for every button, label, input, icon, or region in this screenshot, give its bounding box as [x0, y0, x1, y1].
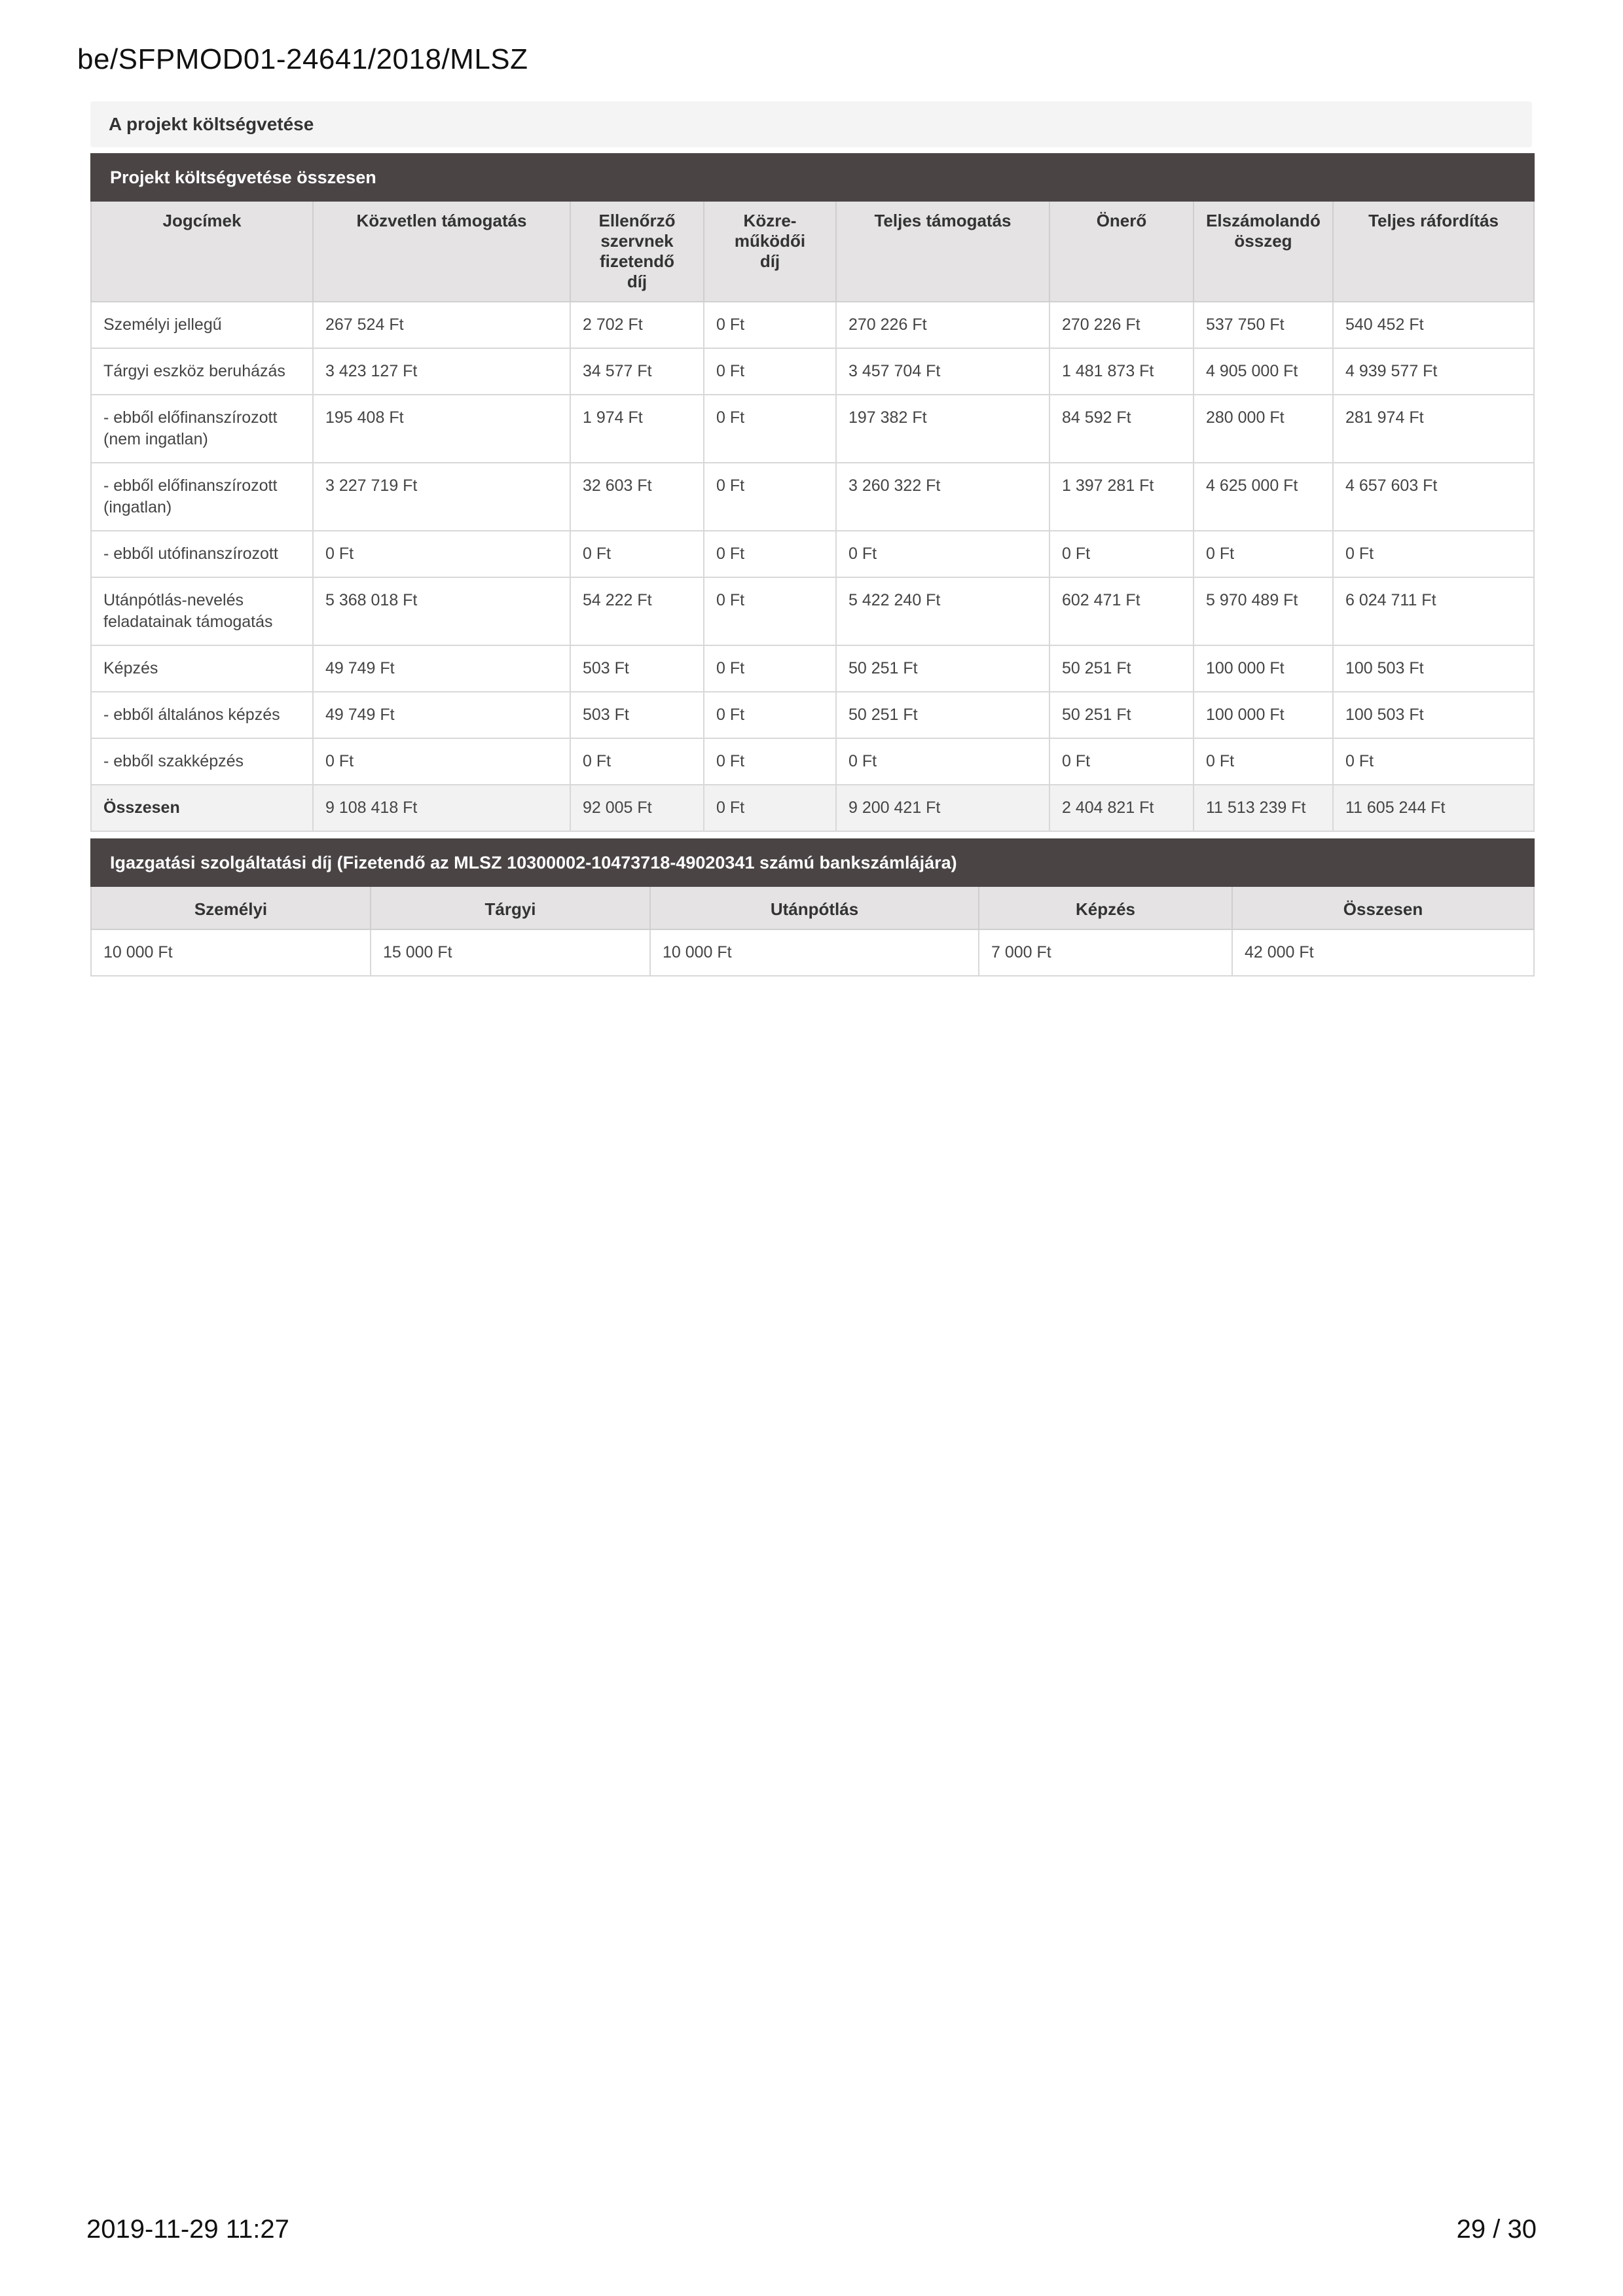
table-cell: 1 397 281 Ft [1049, 463, 1194, 531]
column-header: Tárgyi [371, 886, 650, 929]
row-label: Utánpótlás-nevelés feladatainak támogatás [91, 577, 313, 645]
row-label: - ebből utófinanszírozott [91, 531, 313, 577]
table-cell: 1 481 873 Ft [1049, 348, 1194, 395]
table-row [91, 738, 1534, 785]
table-cell: 537 750 Ft [1194, 302, 1333, 348]
table-row [91, 929, 1534, 976]
table-cell: 270 226 Ft [836, 302, 1049, 348]
table-cell: 49 749 Ft [313, 692, 570, 738]
table-cell: 0 Ft [1049, 531, 1194, 577]
table-cell: 0 Ft [704, 645, 836, 692]
table-cell: 11 605 244 Ft [1333, 785, 1534, 831]
table-cell: 503 Ft [570, 645, 704, 692]
table-cell: 54 222 Ft [570, 577, 704, 645]
column-header: Közre- működői díj [704, 201, 836, 302]
table-cell: 602 471 Ft [1049, 577, 1194, 645]
table-cell: 0 Ft [1333, 738, 1534, 785]
table-cell: 50 251 Ft [836, 645, 1049, 692]
row-label: Személyi jellegű [91, 302, 313, 348]
fee-table-title: Igazgatási szolgáltatási díj (Fizetendő az MLSZ 10300002-10473718-49020341 számú bankszámlájára) [91, 839, 1534, 886]
table-cell: 0 Ft [1194, 738, 1333, 785]
table-cell: 4 939 577 Ft [1333, 348, 1534, 395]
table-cell: 10 000 Ft [91, 929, 371, 976]
column-header: Ellenőrző szervnek fizetendő díj [570, 201, 704, 302]
table-cell: 49 749 Ft [313, 645, 570, 692]
table-cell: 7 000 Ft [979, 929, 1232, 976]
table-cell: 0 Ft [704, 738, 836, 785]
table-cell: 3 260 322 Ft [836, 463, 1049, 531]
footer-datetime: 2019-11-29 11:27 [86, 2215, 289, 2244]
table-row [91, 463, 1534, 531]
table-cell: 540 452 Ft [1333, 302, 1534, 348]
table-cell: 195 408 Ft [313, 395, 570, 463]
table-cell: 100 000 Ft [1194, 692, 1333, 738]
row-label: - ebből előfinanszírozott (nem ingatlan) [91, 395, 313, 463]
table-cell: 267 524 Ft [313, 302, 570, 348]
table-cell: 84 592 Ft [1049, 395, 1194, 463]
table-cell: 9 200 421 Ft [836, 785, 1049, 831]
column-header: Közvetlen támogatás [313, 201, 570, 302]
table-cell: 0 Ft [570, 738, 704, 785]
column-header: Teljes ráfordítás [1333, 201, 1534, 302]
table-cell: 5 368 018 Ft [313, 577, 570, 645]
fee-header-row [91, 886, 1534, 929]
table-row [91, 395, 1534, 463]
table-cell: 15 000 Ft [371, 929, 650, 976]
table-cell: 0 Ft [313, 531, 570, 577]
column-header: Elszámolandó összeg [1194, 201, 1333, 302]
budget-table-title: Projekt költségvetése összesen [91, 154, 1534, 201]
table-cell: 32 603 Ft [570, 463, 704, 531]
table-cell: 3 423 127 Ft [313, 348, 570, 395]
table-cell: 42 000 Ft [1232, 929, 1534, 976]
table-cell: 50 251 Ft [1049, 645, 1194, 692]
table-cell: 0 Ft [704, 531, 836, 577]
page-number: 29 / 30 [1456, 2215, 1537, 2244]
row-label: Képzés [91, 645, 313, 692]
table-row [91, 348, 1534, 395]
table-cell: 0 Ft [1194, 531, 1333, 577]
table-cell: 0 Ft [836, 738, 1049, 785]
row-label: - ebből általános képzés [91, 692, 313, 738]
table-cell: 197 382 Ft [836, 395, 1049, 463]
table-cell: 1 974 Ft [570, 395, 704, 463]
table-cell: 4 905 000 Ft [1194, 348, 1333, 395]
table-cell: 0 Ft [1049, 738, 1194, 785]
row-label: - ebből előfinanszírozott (ingatlan) [91, 463, 313, 531]
row-label: - ebből szakképzés [91, 738, 313, 785]
total-row [91, 785, 1534, 831]
table-cell: 503 Ft [570, 692, 704, 738]
column-header: Képzés [979, 886, 1232, 929]
section-heading: A projekt költségvetése [90, 101, 1532, 147]
budget-header-row [91, 201, 1534, 302]
column-header: Önerő [1049, 201, 1194, 302]
table-cell: 0 Ft [704, 348, 836, 395]
column-header: Jogcímek [91, 201, 313, 302]
column-header: Személyi [91, 886, 371, 929]
table-row [91, 531, 1534, 577]
table-cell: 10 000 Ft [650, 929, 979, 976]
table-cell: 11 513 239 Ft [1194, 785, 1333, 831]
table-cell: 0 Ft [570, 531, 704, 577]
table-cell: 0 Ft [704, 395, 836, 463]
row-label: Tárgyi eszköz beruházás [91, 348, 313, 395]
table-cell: 6 024 711 Ft [1333, 577, 1534, 645]
table-cell: 0 Ft [704, 463, 836, 531]
column-header: Összesen [1232, 886, 1534, 929]
column-header: Utánpótlás [650, 886, 979, 929]
table-cell: 50 251 Ft [836, 692, 1049, 738]
table-cell: 0 Ft [704, 302, 836, 348]
table-cell: 5 970 489 Ft [1194, 577, 1333, 645]
table-cell: 100 503 Ft [1333, 645, 1534, 692]
table-cell: 0 Ft [313, 738, 570, 785]
table-cell: 270 226 Ft [1049, 302, 1194, 348]
table-row [91, 577, 1534, 645]
budget-table [90, 153, 1535, 832]
table-cell: 0 Ft [836, 531, 1049, 577]
fee-table [90, 838, 1535, 977]
table-cell: 5 422 240 Ft [836, 577, 1049, 645]
table-cell: 0 Ft [704, 785, 836, 831]
table-cell: 100 503 Ft [1333, 692, 1534, 738]
row-label: Összesen [91, 785, 313, 831]
table-cell: 3 227 719 Ft [313, 463, 570, 531]
table-cell: 0 Ft [704, 692, 836, 738]
table-cell: 0 Ft [704, 577, 836, 645]
document-id: be/SFPMOD01-24641/2018/MLSZ [77, 43, 528, 75]
table-cell: 34 577 Ft [570, 348, 704, 395]
table-cell: 100 000 Ft [1194, 645, 1333, 692]
table-cell: 3 457 704 Ft [836, 348, 1049, 395]
table-cell: 2 404 821 Ft [1049, 785, 1194, 831]
table-cell: 50 251 Ft [1049, 692, 1194, 738]
table-row [91, 645, 1534, 692]
table-cell: 4 657 603 Ft [1333, 463, 1534, 531]
table-cell: 92 005 Ft [570, 785, 704, 831]
table-cell: 281 974 Ft [1333, 395, 1534, 463]
table-cell: 2 702 Ft [570, 302, 704, 348]
table-cell: 4 625 000 Ft [1194, 463, 1333, 531]
table-cell: 9 108 418 Ft [313, 785, 570, 831]
table-row [91, 302, 1534, 348]
column-header: Teljes támogatás [836, 201, 1049, 302]
table-cell: 280 000 Ft [1194, 395, 1333, 463]
table-cell: 0 Ft [1333, 531, 1534, 577]
table-row [91, 692, 1534, 738]
